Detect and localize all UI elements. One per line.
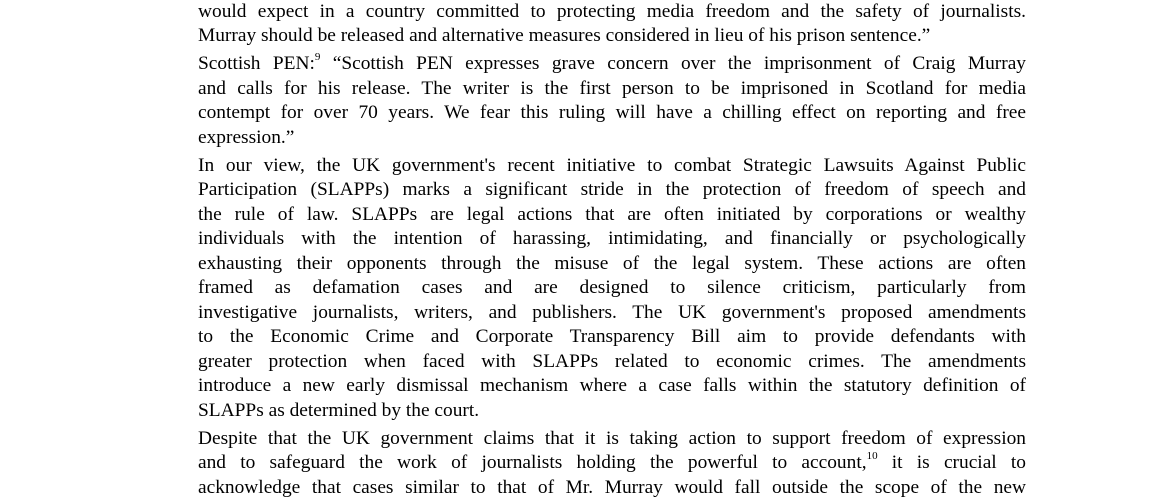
text-line: Participation (SLAPPs) marks a significant stride in the protection of freedom of speech and xyxy=(198,179,1026,201)
text-line: to the Economic Crime and Corporate Transparency Bill aim to provide defendants with xyxy=(198,326,1026,348)
line-text-before-footnote: and to safeguard the work of journalists holding the powerful to account, xyxy=(198,452,867,474)
footnote-marker-9[interactable]: 9 xyxy=(314,52,321,63)
text-line: expression.” xyxy=(198,126,295,148)
text-line: Murray should be released and alternative measures considered in lieu of his prison sentence.” xyxy=(198,25,931,46)
text-line: and calls for his release. The writer is the first person to be imprisoned in Scotland for media xyxy=(198,77,1026,99)
document-page xyxy=(198,0,1026,504)
scottish-pen-lead: Scottish PEN: xyxy=(198,53,315,75)
text-line: introduce a new early dismissal mechanism where a case falls within the statutory definition of xyxy=(198,375,1026,397)
text-line: greater protection when faced with SLAPPs related to economic crimes. The amendments xyxy=(198,350,1026,372)
text-line: investigative journalists, writers, and publishers. The UK government's proposed amendments xyxy=(198,301,1026,323)
text-line: acknowledge that cases similar to that of Mr. Murray would fall outside the scope of the new xyxy=(198,476,1026,498)
paragraph-slapps xyxy=(198,154,1026,424)
text-line xyxy=(198,451,1026,476)
text-line: would expect in a country committed to protecting media freedom and the safety of journalists. xyxy=(198,0,1026,22)
text-line xyxy=(198,52,1026,77)
paragraph-murray-release xyxy=(198,0,1026,49)
text-line: exhausting their opponents through the misuse of the legal system. These actions are often xyxy=(198,252,1026,274)
text-line: the rule of law. SLAPPs are legal actions that are often initiated by corporations or wealthy xyxy=(198,203,1026,225)
scottish-pen-quote-start: “Scottish PEN expresses grave concern over the imprisonment of Craig Murray xyxy=(320,53,1026,75)
text-line: individuals with the intention of harassing, intimidating, and financially or psychologically xyxy=(198,228,1026,250)
text-line: contempt for over 70 years. We fear this ruling will have a chilling effect on reporting and free xyxy=(198,102,1026,124)
text-line: Despite that the UK government claims that it is taking action to support freedom of expression xyxy=(198,427,1026,449)
line-text-after-footnote: it is crucial to xyxy=(877,452,1026,474)
text-line: In our view, the UK government's recent initiative to combat Strategic Lawsuits Against Public xyxy=(198,154,1026,176)
paragraph-uk-government-claims xyxy=(198,427,1026,501)
footnote-marker-10[interactable]: 10 xyxy=(866,451,878,462)
text-line: SLAPPs as determined by the court. xyxy=(198,399,480,421)
text-line: framed as defamation cases and are designed to silence criticism, particularly from xyxy=(198,277,1026,299)
paragraph-scottish-pen xyxy=(198,52,1026,150)
